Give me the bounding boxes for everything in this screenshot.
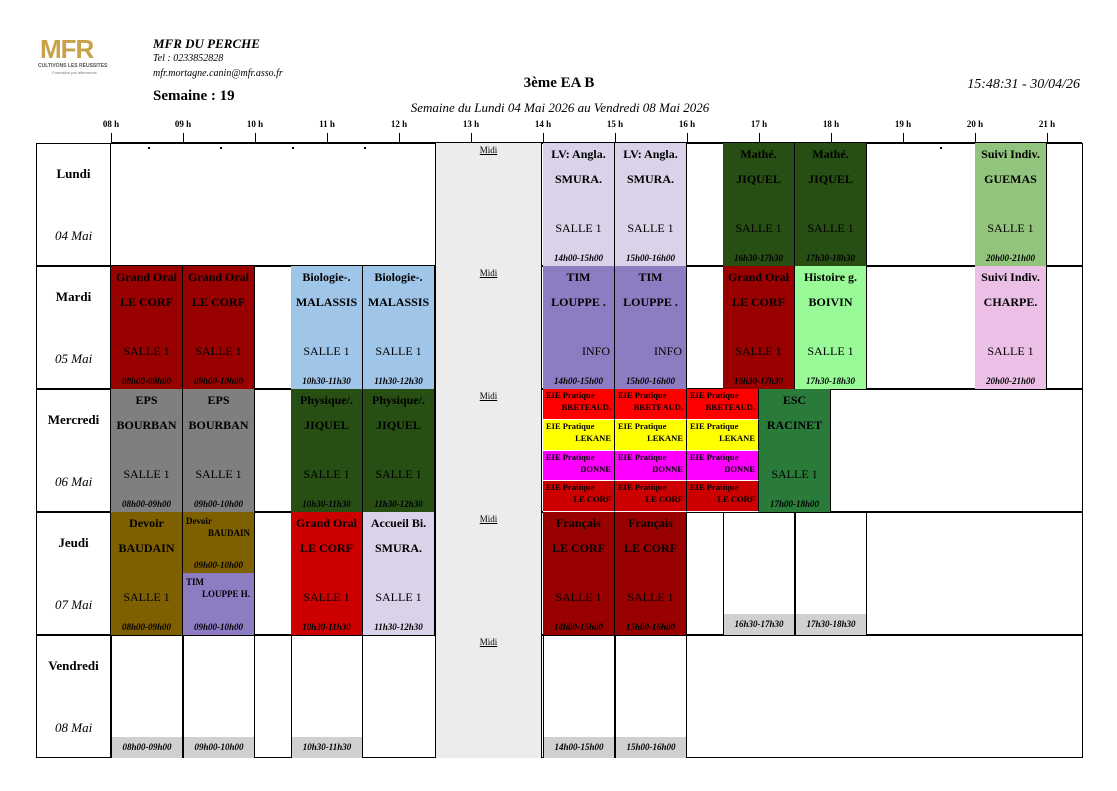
course-teacher: SMURA. — [375, 541, 422, 555]
course-room: INFO — [653, 344, 682, 358]
course-room: SALLE 1 — [987, 344, 1034, 358]
course-room: SALLE 1 — [123, 344, 170, 358]
course-time: 17h30-18h30 — [805, 253, 855, 263]
course-time: 09h00-10h00 — [193, 560, 243, 570]
course-room: SALLE 1 — [555, 221, 602, 235]
course-title: ESC — [782, 393, 807, 407]
course-teacher: LE CORF — [119, 295, 173, 309]
course-cell[interactable] — [183, 573, 255, 635]
hour-label: 16 h — [678, 119, 696, 129]
eie-teacher: LEKANE — [719, 432, 755, 443]
eie-label: EIE Pratique — [618, 420, 667, 431]
grid-dot — [220, 147, 222, 149]
midi-block — [435, 389, 542, 512]
course-cell[interactable] — [183, 512, 255, 573]
course-time: 10h30-11h30 — [302, 622, 351, 632]
course-room: INFO — [581, 344, 610, 358]
course-time: 08h00-09h00 — [121, 622, 171, 632]
day-name: Mardi — [55, 289, 92, 304]
eie-teacher: BRETEAUD. — [633, 402, 683, 412]
course-teacher: BOIVIN — [808, 295, 853, 309]
eie-block[interactable] — [687, 420, 759, 451]
course-cell[interactable] — [795, 266, 867, 389]
hour-label: 09 h — [174, 119, 192, 129]
course-title: Histoire g. — [803, 270, 858, 284]
course-cell[interactable] — [111, 389, 183, 512]
course-teacher: LE CORF — [731, 295, 785, 309]
empty-slot-time: 16h30-17h30 — [724, 614, 794, 635]
course-cell[interactable] — [291, 266, 363, 389]
course-cell[interactable] — [615, 512, 687, 635]
eie-teacher: DONNE — [580, 463, 611, 474]
course-time: 08h00-09h00 — [121, 376, 171, 386]
day-name: Lundi — [56, 166, 91, 181]
course-teacher: LOUPPE . — [623, 295, 678, 309]
course-teacher: JIQUEL — [736, 172, 781, 186]
course-room: SALLE 1 — [627, 221, 674, 235]
course-teacher: RACINET — [766, 418, 823, 432]
course-time: 11h30-12h30 — [374, 499, 423, 509]
course-teacher: JIQUEL — [808, 172, 853, 186]
course-room: SALLE 1 — [123, 590, 170, 604]
course-cell[interactable] — [363, 389, 435, 512]
hour-tick — [399, 133, 400, 142]
course-cell[interactable] — [759, 389, 831, 512]
empty-slot-time: 17h30-18h30 — [796, 614, 866, 635]
hour-tick — [975, 133, 976, 142]
course-title: EPS — [135, 393, 158, 407]
course-cell[interactable] — [183, 266, 255, 389]
course-room: SALLE 1 — [303, 590, 350, 604]
course-cell[interactable] — [111, 266, 183, 389]
grid-dot — [940, 147, 942, 149]
course-teacher: BAUDAIN — [118, 541, 175, 555]
course-teacher: CHARPE. — [983, 295, 1038, 309]
course-teacher: BAUDAIN — [207, 528, 250, 538]
course-teacher: LE CORF — [299, 541, 353, 555]
course-title: Devoir — [186, 516, 212, 526]
hour-label: 20 h — [966, 119, 984, 129]
course-cell[interactable] — [363, 512, 435, 635]
eie-block[interactable] — [615, 420, 687, 451]
course-room: SALLE 1 — [123, 467, 170, 481]
school-phone: Tel : 0233852828 — [153, 53, 224, 64]
course-cell[interactable] — [291, 512, 363, 635]
course-time: 11h30-12h30 — [374, 622, 423, 632]
course-room: SALLE 1 — [195, 344, 242, 358]
course-cell[interactable] — [543, 143, 615, 266]
day-date: 05 Mai — [55, 351, 93, 366]
midi-label: Midi — [479, 268, 498, 278]
hour-tick — [327, 133, 328, 142]
day-header-vendredi — [36, 635, 111, 758]
hour-tick — [471, 133, 472, 142]
course-teacher: SMURA. — [627, 172, 674, 186]
course-room: SALLE 1 — [555, 590, 602, 604]
course-title: Mathé. — [740, 147, 777, 161]
course-room: SALLE 1 — [807, 344, 854, 358]
course-title: TIM — [186, 577, 204, 587]
course-teacher: JIQUEL — [376, 418, 421, 432]
day-header-mercredi — [36, 389, 111, 512]
day-name: Jeudi — [58, 535, 89, 550]
course-title: TIM — [638, 270, 663, 284]
date-range: Semaine du Lundi 04 Mai 2026 au Vendredi 08 Mai 2026 — [410, 100, 710, 115]
mfr-logo: MFR CULTIVONS LES RÉUSSITES Formation par alternance — [38, 34, 108, 75]
course-teacher: BOURBAN — [116, 418, 177, 432]
midi-label: Midi — [479, 637, 498, 647]
eie-teacher: LE CORF — [573, 494, 611, 505]
course-title: Mathé. — [812, 147, 849, 161]
empty-slot[interactable] — [291, 635, 363, 758]
day-date: 04 Mai — [55, 228, 93, 243]
empty-slot[interactable] — [615, 635, 687, 758]
hour-label: 15 h — [606, 119, 624, 129]
hour-label: 14 h — [534, 119, 552, 129]
course-title: Devoir — [129, 516, 164, 530]
course-time: 14h00-15h00 — [553, 253, 603, 263]
hour-tick — [831, 133, 832, 142]
course-title: Biologie-. — [374, 270, 423, 284]
eie-teacher: LEKANE — [575, 432, 611, 443]
empty-slot-time: 09h00-10h00 — [184, 737, 254, 758]
course-teacher: BOURBAN — [188, 418, 249, 432]
midi-label: Midi — [479, 391, 498, 401]
course-teacher: GUEMAS — [984, 172, 1037, 186]
eie-block[interactable] — [615, 451, 687, 482]
empty-slot-time: 14h00-15h00 — [544, 737, 614, 758]
hour-tick — [615, 133, 616, 142]
empty-slot[interactable] — [723, 512, 795, 635]
course-time: 08h00-09h00 — [121, 499, 171, 509]
midi-block — [435, 635, 542, 758]
hour-label: 19 h — [894, 119, 912, 129]
course-teacher: MALASSIS — [367, 295, 430, 309]
course-teacher: LOUPPE H. — [201, 589, 250, 599]
grid-dot — [148, 147, 150, 149]
day-name: Mercredi — [47, 412, 100, 427]
course-room: SALLE 1 — [303, 467, 350, 481]
hour-label: 10 h — [246, 119, 264, 129]
course-title: Français — [628, 516, 673, 530]
course-cell[interactable] — [975, 266, 1047, 389]
course-title: LV: Angla. — [551, 147, 606, 161]
course-cell[interactable] — [543, 266, 615, 389]
course-title: Physique/. — [299, 393, 353, 407]
course-room: SALLE 1 — [195, 467, 242, 481]
course-time: 09h00-10h00 — [193, 376, 243, 386]
course-room: SALLE 1 — [303, 344, 350, 358]
hour-label: 13 h — [462, 119, 480, 129]
hour-label: 11 h — [319, 119, 335, 129]
course-time: 15h00-16h00 — [625, 253, 675, 263]
eie-block[interactable] — [543, 451, 615, 482]
eie-label: EIE Pratique — [690, 420, 739, 431]
course-cell[interactable] — [363, 266, 435, 389]
school-email[interactable]: mfr.mortagne.canin@mfr.asso.fr — [153, 68, 283, 79]
hour-tick — [687, 133, 688, 142]
course-time: 20h00-21h00 — [985, 376, 1035, 386]
eie-block[interactable] — [615, 389, 687, 420]
eie-block[interactable] — [543, 481, 615, 512]
empty-slot-time: 15h00-16h00 — [616, 737, 686, 758]
hour-tick — [111, 133, 112, 142]
course-time: 20h00-21h00 — [985, 253, 1035, 263]
course-time: 16h30-17h30 — [733, 253, 783, 263]
course-teacher: LE CORF — [551, 541, 605, 555]
course-teacher: MALASSIS — [295, 295, 358, 309]
midi-block — [435, 266, 542, 389]
empty-slot[interactable] — [795, 512, 867, 635]
hour-tick — [543, 133, 544, 142]
course-cell[interactable] — [111, 512, 183, 635]
school-name: MFR DU PERCHE — [153, 36, 260, 51]
course-title: Grand Oral — [295, 516, 357, 530]
course-cell[interactable] — [291, 389, 363, 512]
eie-teacher: LE CORF — [717, 494, 755, 505]
midi-label: Midi — [479, 145, 498, 155]
eie-label: EIE Pratique — [546, 451, 595, 462]
course-room: SALLE 1 — [375, 344, 422, 358]
eie-label: EIE Pratique — [546, 420, 595, 431]
empty-slot[interactable] — [183, 635, 255, 758]
midi-block — [435, 143, 542, 266]
day-date: 08 Mai — [55, 720, 93, 735]
eie-label: EIE Pratique — [618, 451, 667, 462]
hour-label: 17 h — [750, 119, 768, 129]
course-title: Accueil Bi. — [370, 516, 427, 530]
hour-tick — [903, 133, 904, 142]
course-cell[interactable] — [723, 143, 795, 266]
print-timestamp: 15:48:31 - 30/04/26 — [967, 77, 1080, 92]
eie-block[interactable] — [687, 389, 759, 420]
hour-tick — [1047, 133, 1048, 142]
eie-block[interactable] — [543, 420, 615, 451]
eie-teacher: DONNE — [724, 463, 755, 474]
course-title: Biologie-. — [302, 270, 351, 284]
hour-label: 08 h — [102, 119, 120, 129]
course-time: 15h00-16h00 — [625, 622, 675, 632]
eie-label: EIE Pratique — [690, 451, 739, 462]
eie-label: EIE Pratique — [546, 390, 595, 400]
course-title: Grand Oral — [115, 270, 177, 284]
course-title: Suivi Indiv. — [981, 270, 1040, 284]
course-teacher: SMURA. — [555, 172, 602, 186]
course-title: Grand Oral — [727, 270, 789, 284]
eie-teacher: LEKANE — [647, 432, 683, 443]
course-room: SALLE 1 — [375, 467, 422, 481]
midi-label: Midi — [479, 514, 498, 524]
eie-teacher: BRETEAUD. — [561, 402, 611, 412]
course-title: Grand Oral — [187, 270, 249, 284]
course-time: 11h30-12h30 — [374, 376, 423, 386]
course-teacher: LE CORF — [191, 295, 245, 309]
hour-tick — [759, 133, 760, 142]
day-header-lundi — [36, 143, 111, 266]
hour-label: 21 h — [1038, 119, 1056, 129]
course-title: TIM — [566, 270, 591, 284]
eie-label: EIE Pratique — [690, 482, 739, 493]
midi-block — [435, 512, 542, 635]
course-title: Français — [556, 516, 601, 530]
day-header-jeudi — [36, 512, 111, 635]
hour-label: 12 h — [390, 119, 408, 129]
eie-block[interactable] — [543, 389, 615, 420]
day-header-mardi — [36, 266, 111, 389]
course-room: SALLE 1 — [807, 221, 854, 235]
course-time: 16h30-17h30 — [733, 376, 783, 386]
eie-teacher: BRETEAUD. — [705, 402, 755, 412]
empty-slot[interactable] — [543, 635, 615, 758]
course-cell[interactable] — [543, 512, 615, 635]
hour-label: 18 h — [822, 119, 840, 129]
day-date: 06 Mai — [55, 474, 93, 489]
grid-dot — [292, 147, 294, 149]
course-cell[interactable] — [183, 389, 255, 512]
eie-teacher: LE CORF — [645, 494, 683, 505]
course-time: 14h00-15h00 — [553, 622, 603, 632]
course-room: SALLE 1 — [771, 467, 818, 481]
course-title: Suivi Indiv. — [981, 147, 1040, 161]
eie-label: EIE Pratique — [618, 390, 667, 400]
course-room: SALLE 1 — [735, 344, 782, 358]
hour-tick — [255, 133, 256, 142]
course-time: 09h00-10h00 — [193, 622, 243, 632]
course-teacher: JIQUEL — [304, 418, 349, 432]
course-room: SALLE 1 — [987, 221, 1034, 235]
day-date: 07 Mai — [55, 597, 93, 612]
course-cell[interactable] — [975, 143, 1047, 266]
empty-slot-time: 08h00-09h00 — [112, 737, 182, 758]
course-title: LV: Angla. — [623, 147, 678, 161]
course-time: 17h00-18h00 — [769, 499, 819, 509]
course-title: Physique/. — [371, 393, 425, 407]
course-teacher: LE CORF — [623, 541, 677, 555]
course-cell[interactable] — [723, 266, 795, 389]
course-cell[interactable] — [795, 143, 867, 266]
course-room: SALLE 1 — [627, 590, 674, 604]
course-time: 15h00-16h00 — [625, 376, 675, 386]
eie-label: EIE Pratique — [618, 482, 667, 493]
course-cell[interactable] — [615, 266, 687, 389]
hour-tick — [183, 133, 184, 142]
eie-block[interactable] — [687, 481, 759, 512]
eie-label: EIE Pratique — [546, 482, 595, 493]
eie-block[interactable] — [615, 481, 687, 512]
course-room: SALLE 1 — [375, 590, 422, 604]
empty-slot-time: 10h30-11h30 — [292, 737, 362, 758]
course-time: 10h30-11h30 — [302, 376, 351, 386]
course-time: 09h00-10h00 — [193, 499, 243, 509]
course-cell[interactable] — [615, 143, 687, 266]
week-number: Semaine : 19 — [153, 88, 235, 104]
course-title: EPS — [207, 393, 230, 407]
eie-block[interactable] — [687, 451, 759, 482]
course-room: SALLE 1 — [735, 221, 782, 235]
course-time: 14h00-15h00 — [553, 376, 603, 386]
eie-teacher: DONNE — [652, 463, 683, 474]
eie-label: EIE Pratique — [690, 390, 739, 400]
empty-slot[interactable] — [111, 635, 183, 758]
course-time: 10h30-11h30 — [302, 499, 351, 509]
day-name: Vendredi — [48, 658, 99, 673]
course-time: 17h30-18h30 — [805, 376, 855, 386]
course-teacher: LOUPPE . — [551, 295, 606, 309]
class-title: 3ème EA B — [523, 75, 595, 91]
grid-dot — [364, 147, 366, 149]
